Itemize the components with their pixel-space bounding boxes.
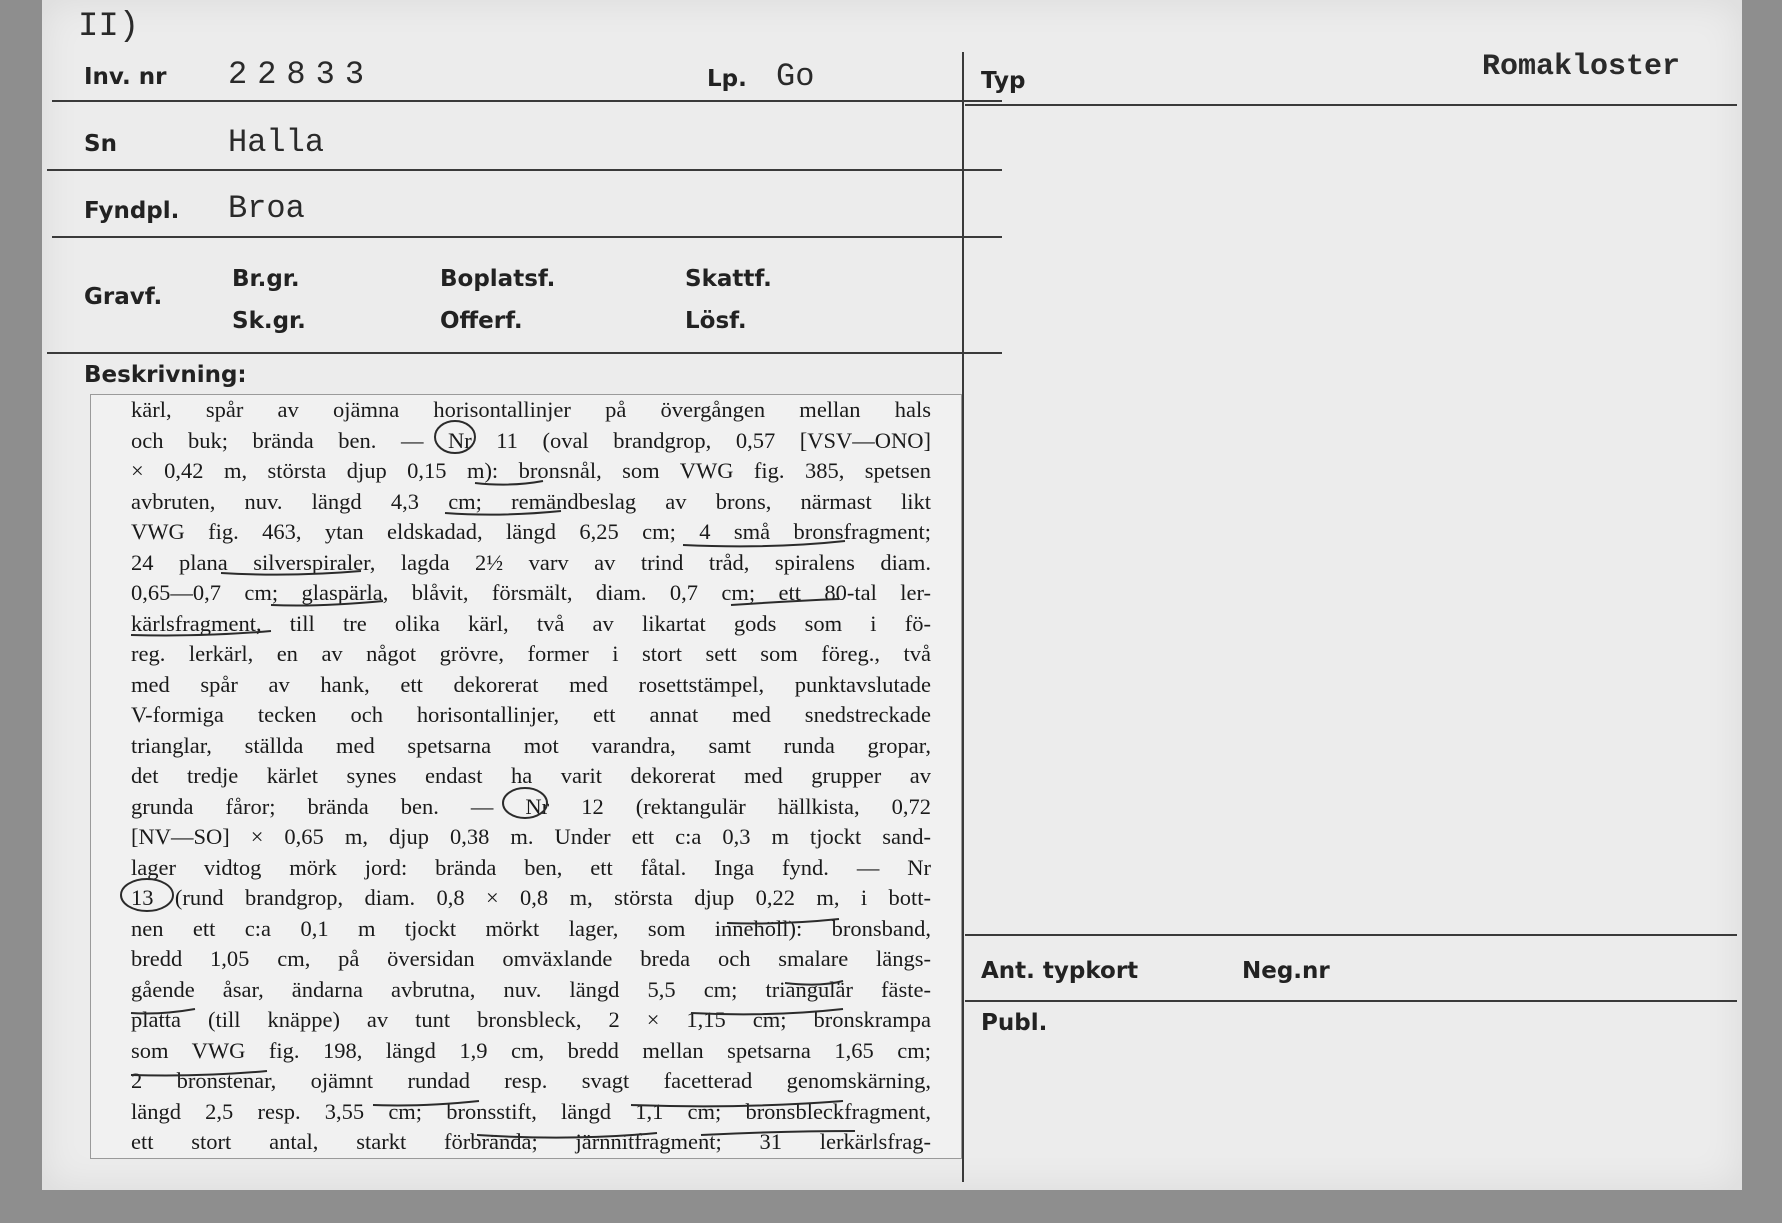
description-line: kärlsfragment, till tre olika kärl, två av likartat gods som i fö- — [131, 610, 931, 636]
value-inv-nr: 22833 — [228, 56, 375, 93]
description-line: längd 2,5 resp. 3,55 cm; bronsstift, längd 1,1 cm; bronsbleckfragment, — [131, 1098, 931, 1124]
value-sn: Halla — [228, 124, 325, 161]
label-fyndpl: Fyndpl. — [84, 198, 180, 224]
rule-gravf — [47, 352, 1002, 354]
label-skattf: Skattf. — [685, 266, 772, 292]
description-line: VWG fig. 463, ytan eldskadad, längd 6,25 cm; 4 små bronsfragment; — [131, 519, 931, 544]
description-clipping — [90, 394, 962, 1159]
description-text — [131, 395, 931, 1158]
description-line: nen ett c:a 0,1 m tjockt mörkt lager, som innehöll): bronsband, — [131, 915, 931, 941]
rule-publ — [965, 1000, 1737, 1002]
label-lp: Lp. — [707, 66, 747, 92]
description-line: × 0,42 m, största djup 0,15 m): bronsnål, som VWG fig. 385, spetsen — [131, 458, 931, 483]
rule-inv — [52, 100, 1002, 102]
rule-sn — [47, 169, 1002, 171]
label-offerf: Offerf. — [440, 308, 523, 334]
label-sn: Sn — [84, 131, 117, 157]
description-line: och buk; brända ben. — Nr 11 (oval brandgrop, 0,57 [VSV—ONO] — [131, 427, 931, 453]
description-line: med spår av hank, ett dekorerat med rosettstämpel, punktavslutade — [131, 671, 931, 697]
description-line: reg. lerkärl, en av något grövre, former i stort sett som föreg., två — [131, 641, 931, 666]
label-losf: Lösf. — [685, 308, 747, 334]
rule-fyndpl — [52, 236, 1002, 238]
description-line: grunda fåror; brända ben. — Nr 12 (rektangulär hällkista, 0,72 — [131, 793, 931, 819]
description-line: 13 (rund brandgrop, diam. 0,8 × 0,8 m, största djup 0,22 m, i bott- — [131, 885, 931, 910]
label-beskrivning: Beskrivning: — [84, 362, 247, 388]
description-line: som VWG fig. 198, längd 1,9 cm, bredd mellan spetsarna 1,65 cm; — [131, 1037, 931, 1063]
label-boplatsf: Boplatsf. — [440, 266, 556, 292]
description-line: V-formiga tecken och horisontallinjer, ett annat med snedstreckade — [131, 702, 931, 727]
description-line: ett stort antal, starkt förbrända; järnnitfragment; 31 lerkärlsfrag- — [131, 1129, 931, 1154]
description-line: gående åsar, ändarna avbrutna, nuv. längd 5,5 cm; triangulär fäste- — [131, 976, 931, 1002]
label-gravf: Gravf. — [84, 284, 163, 310]
label-neg-nr: Neg.nr — [1242, 958, 1330, 984]
rule-ant-top — [965, 934, 1737, 936]
description-line: 0,65—0,7 cm; glaspärla, blåvit, försmält, diam. 0,7 cm; ett 80-tal ler- — [131, 580, 931, 605]
column-divider — [962, 52, 964, 1182]
value-lp: Go — [776, 58, 815, 95]
value-fyndpl: Broa — [228, 190, 305, 227]
label-typ: Typ — [981, 68, 1026, 94]
description-line: bredd 1,05 cm, på översidan omväxlande breda och smalare längs- — [131, 946, 931, 971]
description-line: avbruten, nuv. längd 4,3 cm; remändbeslag av brons, närmast likt — [131, 488, 931, 514]
description-line: 2 bronstenar, ojämnt rundad resp. svagt facetterad genomskärning, — [131, 1068, 931, 1093]
description-line: trianglar, ställda med spetsarna mot varandra, samt runda gropar, — [131, 732, 931, 758]
rule-typ — [965, 104, 1737, 106]
description-line: det tredje kärlet synes endast ha varit dekorerat med grupper av — [131, 763, 931, 788]
value-typ: Romakloster — [1482, 50, 1681, 84]
description-line: kärl, spår av ojämna horisontallinjer på övergången mellan hals — [131, 397, 931, 422]
label-inv-nr: Inv. nr — [84, 64, 167, 90]
label-publ: Publ. — [981, 1010, 1048, 1036]
description-line: 24 plana silverspiraler, lagda 2½ varv av trind tråd, spiralens diam. — [131, 549, 931, 575]
catalog-card — [42, 0, 1742, 1190]
description-line: [NV—SO] × 0,65 m, djup 0,38 m. Under ett c:a 0,3 m tjockt sand- — [131, 824, 931, 849]
label-brgr: Br.gr. — [232, 266, 300, 292]
label-ant-typkort: Ant. typkort — [981, 958, 1139, 984]
corner-mark: II) — [78, 8, 140, 46]
description-line: platta (till knäppe) av tunt bronsbleck, 2 × 1,15 cm; bronskrampa — [131, 1007, 931, 1032]
description-line: lager vidtog mörk jord: brända ben, ett fåtal. Inga fynd. — Nr — [131, 854, 931, 880]
label-skgr: Sk.gr. — [232, 308, 306, 334]
